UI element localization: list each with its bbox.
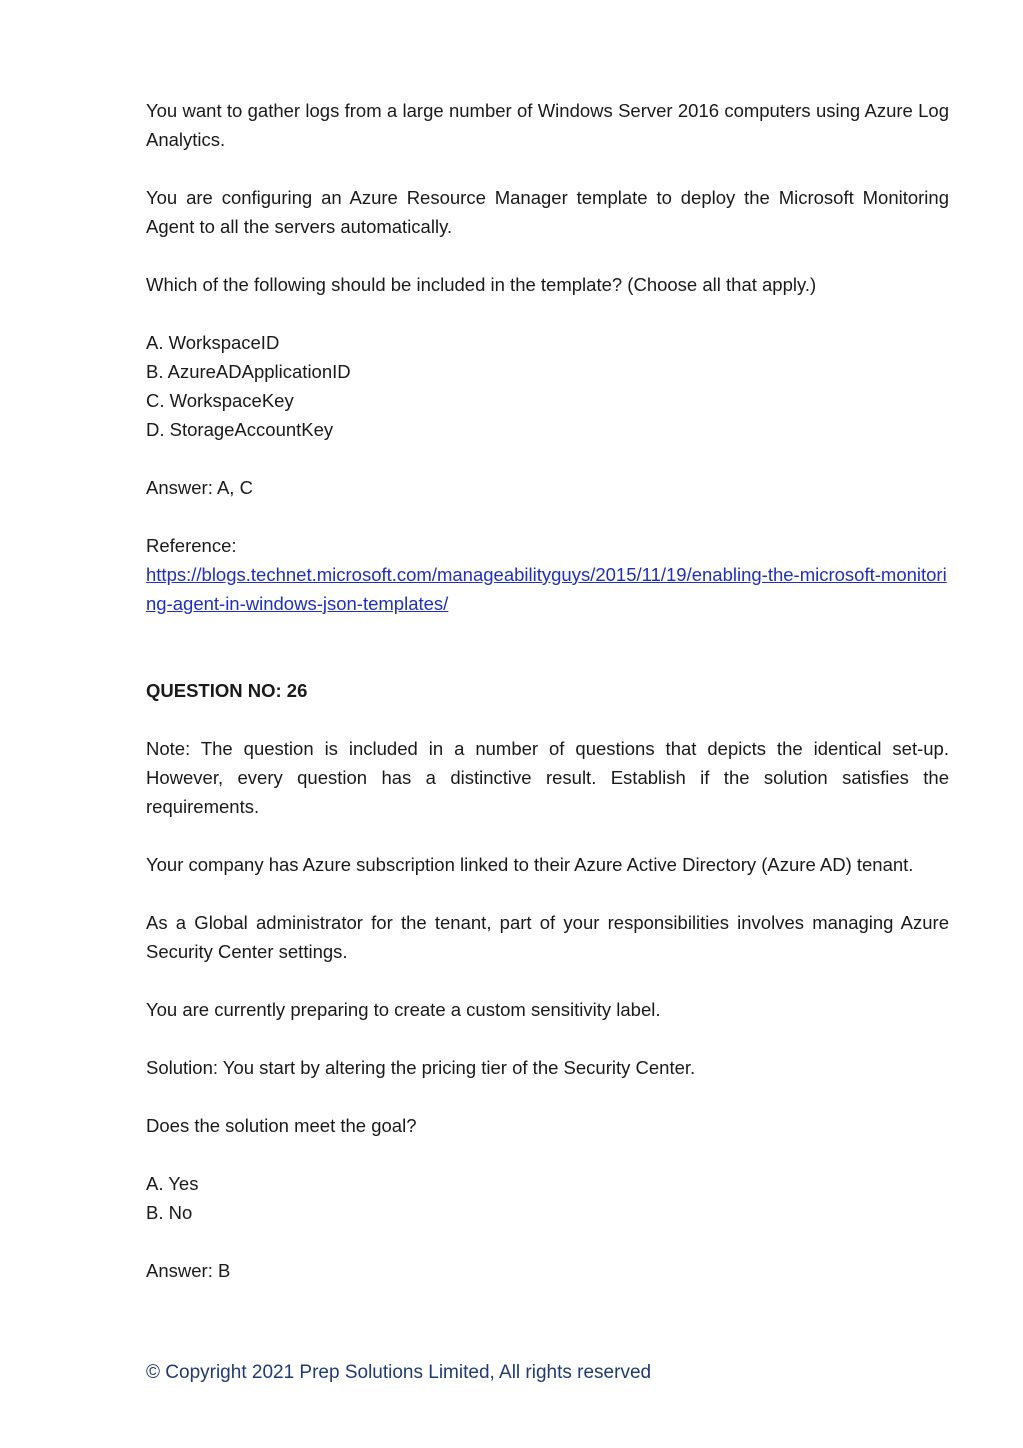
q26-heading: QUESTION NO: 26	[146, 680, 308, 701]
q25-options	[146, 328, 949, 444]
q26-company: Your company has Azure subscription linked to their Azure Active Directory (Azure AD) tenant.	[146, 854, 914, 875]
q25-reference	[146, 531, 949, 618]
q25-intro: You want to gather logs from a large number of Windows Server 2016 computers using Azure Log Analytics.	[146, 100, 949, 150]
q26-note: Note: The question is included in a number of questions that depicts the identical set-up. However, every question has a distinctive result. Establish if the solution satisfies the requirements.	[146, 738, 949, 817]
q25-option-b: B. AzureADApplicationID	[146, 361, 351, 382]
q26-option-a: A. Yes	[146, 1173, 199, 1194]
q25-option-d: D. StorageAccountKey	[146, 419, 334, 440]
q25-question: Which of the following should be included in the template? (Choose all that apply.)	[146, 274, 817, 295]
document-page	[146, 96, 949, 1314]
q26-question: Does the solution meet the goal?	[146, 1115, 417, 1136]
spacer	[146, 647, 949, 676]
q26-option-b: B. No	[146, 1202, 193, 1223]
q25-option-a: A. WorkspaceID	[146, 332, 280, 353]
q25-context: You are configuring an Azure Resource Manager template to deploy the Microsoft Monitoring Agent to all the servers automatically.	[146, 187, 949, 237]
q26-task: You are currently preparing to create a custom sensitivity label.	[146, 999, 661, 1020]
q26-solution: Solution: You start by altering the pricing tier of the Security Center.	[146, 1057, 696, 1078]
q26-options	[146, 1169, 949, 1227]
q25-option-c: C. WorkspaceKey	[146, 390, 294, 411]
q25-answer: Answer: A, C	[146, 477, 253, 498]
q26-answer: Answer: B	[146, 1260, 231, 1281]
q26-role: As a Global administrator for the tenant, part of your responsibilities involves managing Azure Security Center settings.	[146, 912, 949, 962]
reference-label: Reference:	[146, 535, 237, 556]
reference-link[interactable]: https://blogs.technet.microsoft.com/manageabilityguys/2015/11/19/enabling-the-microsoft-monitoring-agent-in-windows-json-templates/	[146, 564, 947, 614]
copyright-footer: © Copyright 2021 Prep Solutions Limited, All rights reserved	[146, 1362, 652, 1383]
